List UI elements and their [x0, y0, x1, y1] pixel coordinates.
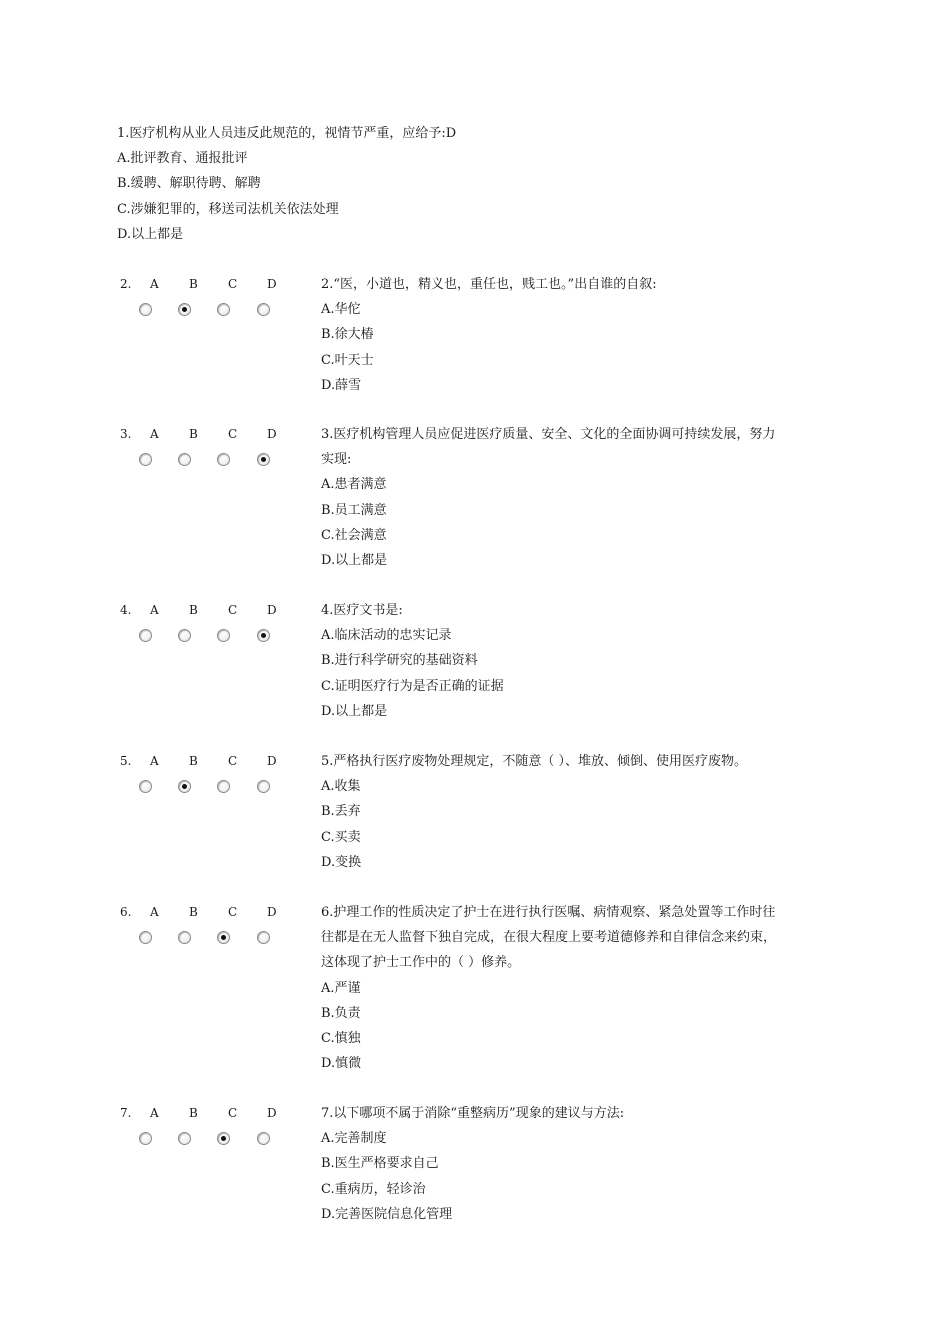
- answer-letter-a: A: [150, 603, 159, 617]
- answer-letter-a: A: [150, 427, 159, 441]
- option-c: C.叶天士: [321, 352, 374, 368]
- question-content: [321, 749, 841, 875]
- radio-d[interactable]: [257, 1132, 270, 1145]
- radio-d[interactable]: [257, 453, 270, 466]
- answer-letter-b: B: [189, 277, 198, 291]
- question-text: 5.严格执行医疗废物处理规定，不随意（ ）、堆放、倾倒、使用医疗废物。: [321, 754, 748, 769]
- option-b: B.负责: [321, 1005, 361, 1021]
- question-text: 这体现了护士工作中的（ ）修养。: [321, 955, 521, 971]
- answer-letter-c: C: [228, 427, 238, 441]
- option-d: D.以上都是: [321, 552, 388, 568]
- radio-d[interactable]: [257, 629, 270, 642]
- radio-c[interactable]: [217, 629, 230, 642]
- radio-c[interactable]: [217, 780, 230, 793]
- question-text: 6.护理工作的性质决定了护士在进行执行医嘱、病情观察、紧急处置等工作时往: [321, 905, 776, 920]
- question-content: [321, 598, 841, 724]
- answer-letter-d: D: [267, 427, 277, 441]
- question-text: 往都是在无人监督下独自完成，在很大程度上要考道德修养和自律信念来约束，: [321, 930, 777, 946]
- answer-letter-d: D: [267, 1106, 277, 1120]
- radio-d[interactable]: [257, 780, 270, 793]
- question-number: 7.: [120, 1106, 132, 1120]
- option-d: D.慎微: [321, 1056, 362, 1072]
- question-number: 5.: [120, 754, 132, 768]
- radio-a[interactable]: [139, 303, 152, 316]
- radio-b[interactable]: [178, 303, 191, 316]
- answer-letter-c: C: [228, 905, 238, 919]
- radio-b[interactable]: [178, 780, 191, 793]
- option-c: C.证明医疗行为是否正确的证据: [321, 678, 504, 694]
- radio-b[interactable]: [178, 931, 191, 944]
- radio-b[interactable]: [178, 453, 191, 466]
- option-a: A.临床活动的忠实记录: [321, 628, 452, 644]
- option-b: B.医生严格要求自己: [321, 1156, 439, 1172]
- option-b: B.丢弃: [321, 804, 361, 820]
- answer-letter-c: C: [228, 603, 238, 617]
- option-d: D.完善医院信息化管理: [321, 1206, 453, 1222]
- answer-letter-b: B: [189, 1106, 198, 1120]
- radio-b[interactable]: [178, 629, 191, 642]
- answer-letter-c: C: [228, 754, 238, 768]
- option-d: D.变换: [321, 854, 362, 870]
- option-a: A.完善制度: [321, 1131, 387, 1147]
- question-text: 7.以下哪项不属于消除“重整病历”现象的建议与方法:: [321, 1106, 625, 1121]
- question-content: [321, 1101, 841, 1227]
- option-c: C.重病历，轻诊治: [321, 1181, 426, 1197]
- radio-c[interactable]: [217, 453, 230, 466]
- option-b: B.进行科学研究的基础资料: [321, 653, 478, 669]
- question-1-option-c: C.涉嫌犯罪的，移送司法机关依法处理: [117, 201, 339, 217]
- answer-letter-a: A: [150, 1106, 159, 1120]
- question-1-text: 1.医疗机构从业人员违反此规范的，视情节严重，应给予:D: [117, 126, 457, 141]
- answer-letter-d: D: [267, 277, 277, 291]
- question-content: [321, 900, 841, 1076]
- radio-c[interactable]: [217, 303, 230, 316]
- question-1-option-a: A.批评教育、通报批评: [117, 151, 248, 167]
- answer-letter-b: B: [189, 754, 198, 768]
- radio-a[interactable]: [139, 931, 152, 944]
- option-a: A.收集: [321, 779, 361, 795]
- answer-letter-a: A: [150, 905, 159, 919]
- question-text: 实现:: [321, 452, 352, 468]
- question-number: 6.: [120, 905, 132, 919]
- radio-a[interactable]: [139, 453, 152, 466]
- radio-d[interactable]: [257, 931, 270, 944]
- radio-c[interactable]: [217, 1132, 230, 1145]
- question-number: 3.: [120, 427, 132, 441]
- question-content: [321, 422, 841, 573]
- answer-letter-d: D: [267, 603, 277, 617]
- radio-b[interactable]: [178, 1132, 191, 1145]
- question-1: [117, 121, 456, 247]
- answer-letter-d: D: [267, 754, 277, 768]
- option-d: D.以上都是: [321, 703, 388, 719]
- radio-a[interactable]: [139, 780, 152, 793]
- answer-letter-a: A: [150, 277, 159, 291]
- option-c: C.社会满意: [321, 527, 387, 543]
- question-number: 2.: [120, 277, 132, 291]
- question-1-option-d: D.以上都是: [117, 226, 184, 242]
- question-content: [321, 272, 841, 398]
- answer-letter-b: B: [189, 427, 198, 441]
- answer-letter-b: B: [189, 603, 198, 617]
- option-a: A.华佗: [321, 302, 361, 318]
- answer-letter-d: D: [267, 905, 277, 919]
- radio-a[interactable]: [139, 1132, 152, 1145]
- question-text: 4.医疗文书是:: [321, 603, 403, 618]
- question-text: 3.医疗机构管理人员应促进医疗质量、安全、文化的全面协调可持续发展，努力: [321, 427, 776, 442]
- question-text: 2.“医，小道也，精义也，重任也，贱工也。”出自谁的自叙:: [321, 277, 657, 292]
- option-a: A.严谨: [321, 980, 361, 996]
- answer-letter-c: C: [228, 277, 238, 291]
- answer-letter-a: A: [150, 754, 159, 768]
- option-a: A.患者满意: [321, 477, 387, 493]
- option-b: B.员工满意: [321, 502, 387, 518]
- answer-letter-c: C: [228, 1106, 238, 1120]
- option-d: D.薛雪: [321, 377, 362, 393]
- radio-d[interactable]: [257, 303, 270, 316]
- option-c: C.慎独: [321, 1030, 361, 1046]
- radio-c[interactable]: [217, 931, 230, 944]
- radio-a[interactable]: [139, 629, 152, 642]
- question-number: 4.: [120, 603, 132, 617]
- option-c: C.买卖: [321, 829, 361, 845]
- question-1-option-b: B.缓聘、解职待聘、解聘: [117, 176, 261, 192]
- option-b: B.徐大椿: [321, 327, 374, 343]
- answer-letter-b: B: [189, 905, 198, 919]
